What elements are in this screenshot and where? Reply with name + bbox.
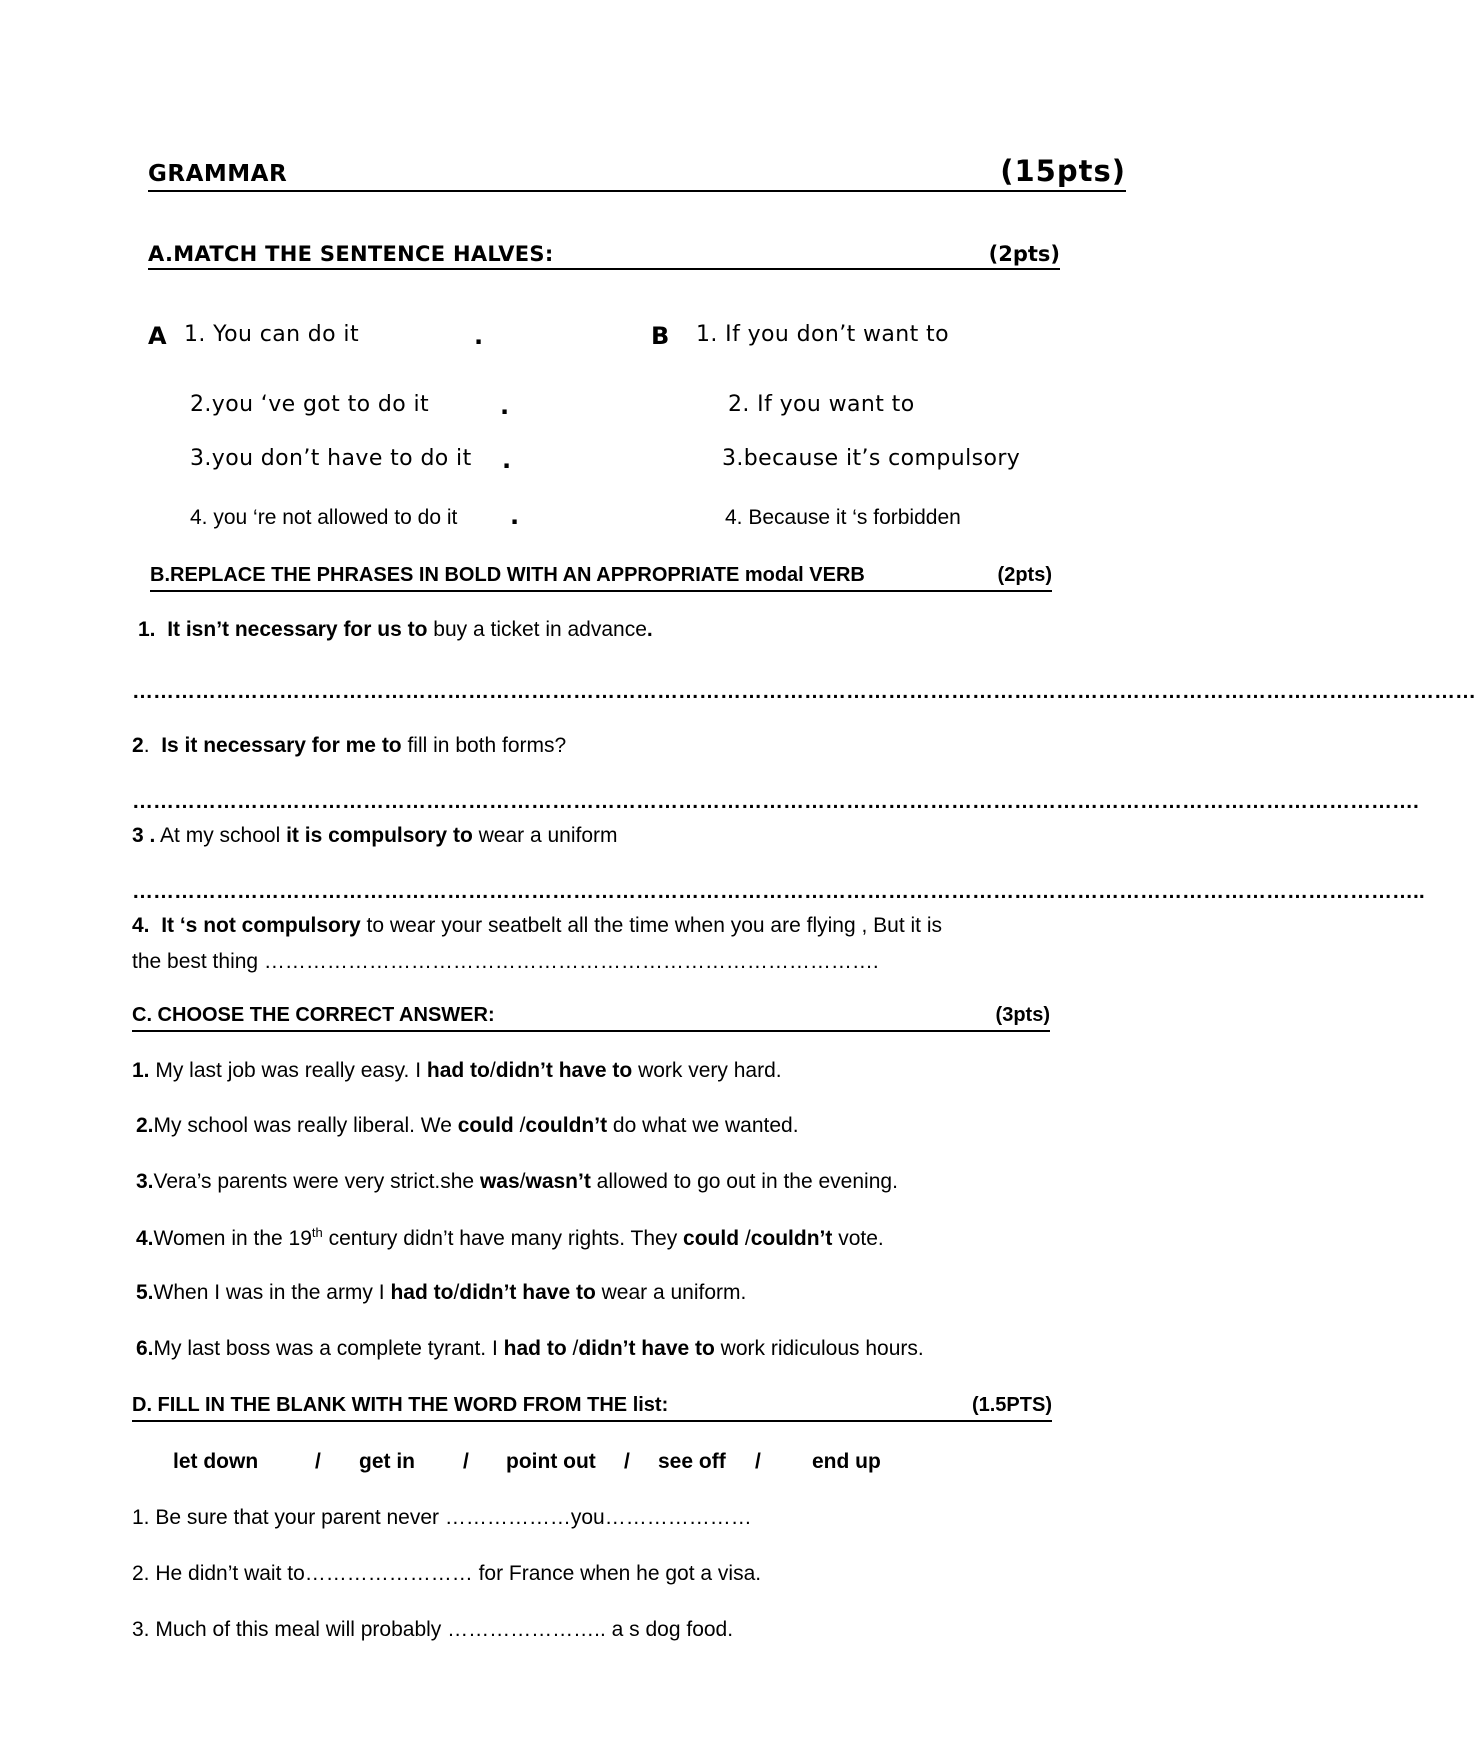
word-point-out: point out	[506, 1450, 596, 1473]
section-c-item-4: 4.Women in the 19th century didn’t have many rights. They could /couldn’t vote.	[136, 1225, 884, 1250]
section-c-item-5: 5.When I was in the army I had to/didn’t have to wear a uniform.	[136, 1281, 747, 1304]
section-b-question-4	[132, 914, 942, 938]
bold-phrase: Is it necessary for me to	[161, 734, 402, 757]
question-text: fill in both forms?	[401, 734, 567, 757]
column-b-item-1: 1. If you don’t want to	[696, 322, 949, 347]
section-d-points: (1.5PTS)	[971, 1394, 1052, 1416]
option-2[interactable]: couldn’t	[750, 1227, 833, 1250]
question-separator: .	[143, 734, 150, 757]
word-let-down: let down	[173, 1450, 259, 1473]
question-text: to wear your seatbelt all the time when you are flying , But it is	[360, 914, 943, 937]
column-b-label: B	[651, 322, 670, 350]
word-separator: /	[624, 1450, 630, 1473]
section-a-heading	[148, 242, 1060, 270]
column-a-label: A	[148, 322, 167, 350]
option-1[interactable]: could	[683, 1227, 745, 1250]
column-a-item-4: 4. you ‘re not allowed to do it	[190, 506, 458, 529]
section-b-question-4-line-2[interactable]: the best thing …………………………………………………………………………….	[132, 950, 879, 973]
section-d-heading	[132, 1394, 1052, 1422]
option-2[interactable]: wasn’t	[525, 1170, 591, 1193]
column-a-item-3: 3.you don’t have to do it	[190, 446, 472, 471]
section-c-title: C. CHOOSE THE CORRECT ANSWER:	[132, 1004, 495, 1026]
question-text: At my school	[155, 824, 287, 847]
question-number: 3 .	[132, 824, 156, 847]
grammar-points: (15pts)	[1000, 154, 1126, 188]
word-end-up: end up	[812, 1450, 881, 1473]
section-c-item-1: 1. My last job was really easy. I had to/didn’t have to work very hard.	[132, 1059, 782, 1082]
question-number: 1.	[138, 618, 156, 641]
section-a-title: A.MATCH THE SENTENCE HALVES:	[148, 242, 554, 266]
option-1[interactable]: was	[479, 1170, 520, 1193]
column-b-item-3: 3.because it’s compulsory	[722, 446, 1021, 471]
section-b-points: (2pts)	[997, 564, 1052, 586]
word-separator: /	[463, 1450, 469, 1473]
section-c-points: (3pts)	[995, 1004, 1050, 1026]
section-d-item-2[interactable]: 2. He didn’t wait to…………………… for France when he got a visa.	[132, 1562, 762, 1585]
column-b-item-2: 2. If you want to	[728, 392, 915, 417]
question-text: buy a ticket in advance	[427, 618, 647, 641]
word-separator: /	[315, 1450, 321, 1473]
word-see-off: see off	[658, 1450, 726, 1473]
column-b-item-4: 4. Because it ‘s forbidden	[725, 506, 961, 529]
option-2[interactable]: didn’t have to	[578, 1337, 715, 1360]
section-b-question-3	[132, 824, 618, 848]
option-1[interactable]: had to	[426, 1059, 490, 1082]
word-separator: /	[755, 1450, 761, 1473]
option-2[interactable]: didn’t have to	[459, 1281, 596, 1304]
option-1[interactable]: had to	[390, 1281, 454, 1304]
bold-phrase: It ‘s not compulsory	[161, 914, 361, 937]
column-a-item-2: 2.you ‘ve got to do it	[190, 392, 430, 417]
answer-line-2[interactable]: ………………………………………………………………………………………………………………………………………………………………….	[132, 790, 1419, 813]
match-dot-1: .	[474, 322, 484, 350]
grammar-heading	[148, 156, 1126, 192]
word-get-in: get in	[359, 1450, 415, 1473]
section-c-item-2: 2.My school was really liberal. We could /couldn’t do what we wanted.	[136, 1114, 799, 1137]
section-d-item-1[interactable]: 1. Be sure that your parent never ………………you…………………	[132, 1506, 752, 1529]
option-1[interactable]: could	[457, 1114, 520, 1137]
question-number: 2	[132, 734, 144, 757]
bold-phrase: It isn’t necessary for us to	[167, 618, 428, 641]
column-a-item-1: 1. You can do it	[184, 322, 359, 347]
question-end: .	[646, 618, 653, 641]
answer-line-1[interactable]: …………………………………………………………………………………………………………………………………………………………………………	[132, 680, 1476, 703]
section-b-question-1	[138, 618, 653, 642]
section-a-points: (2pts)	[988, 242, 1060, 266]
match-dot-4: .	[510, 502, 520, 530]
question-text: wear a uniform	[472, 824, 618, 847]
section-c-heading	[132, 1004, 1050, 1032]
answer-line-3[interactable]: …………………………………………………………………………………………………………………………………………………………………..	[132, 880, 1425, 903]
option-2[interactable]: didn’t have to	[495, 1059, 633, 1082]
match-dot-2: .	[500, 392, 510, 420]
section-b-title: B.REPLACE THE PHRASES IN BOLD WITH AN APPROPRIATE modal VERB	[150, 564, 865, 586]
option-1[interactable]: had to	[503, 1337, 573, 1360]
section-d-item-3[interactable]: 3. Much of this meal will probably ………………….. a s dog food.	[132, 1618, 734, 1641]
question-number: 4.	[132, 914, 150, 937]
section-c-item-6: 6.My last boss was a complete tyrant. I had to /didn’t have to work ridiculous hours.	[136, 1337, 924, 1360]
match-dot-3: .	[502, 446, 512, 474]
grammar-title: GRAMMAR	[148, 161, 288, 187]
bold-phrase: it is compulsory to	[286, 824, 473, 847]
section-b-question-2	[132, 734, 566, 758]
section-c-item-3: 3.Vera’s parents were very strict.she was/wasn’t allowed to go out in the evening.	[136, 1170, 898, 1193]
option-2[interactable]: couldn’t	[525, 1114, 608, 1137]
section-d-title: D. FILL IN THE BLANK WITH THE WORD FROM THE list:	[132, 1394, 669, 1416]
section-b-heading	[150, 564, 1052, 592]
